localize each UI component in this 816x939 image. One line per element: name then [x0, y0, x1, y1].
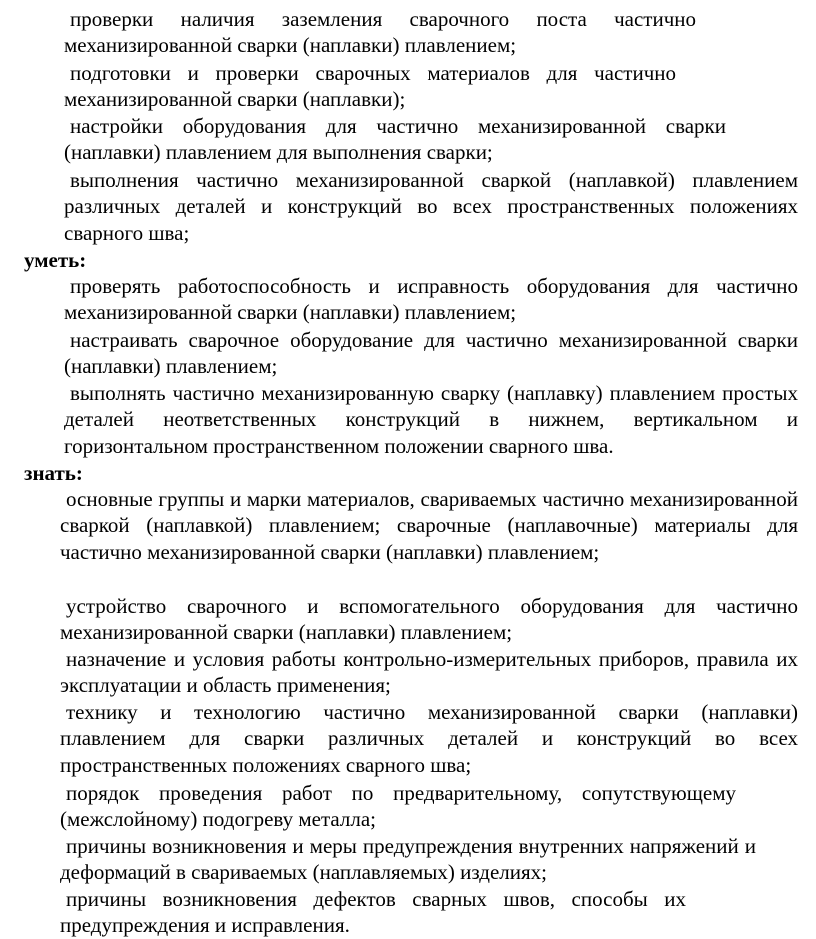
list-item: настройки оборудования для частично механизированной сварки (наплавки) плавлением для выполнения сварки;: [64, 114, 726, 165]
list-item: подготовки и проверки сварочных материалов для частично механизированной сварки (наплавки);: [64, 61, 676, 112]
list-item: назначение и условия работы контрольно-измерительных приборов, правила их эксплуатации и область применения;: [60, 647, 798, 698]
list-item: технику и технологию частично механизированной сварки (наплавки) плавлением для сварки различных деталей и конструкций во всех пространственных положениях сварного шва;: [60, 700, 798, 777]
list-item: причины возникновения дефектов сварных швов, способы их предупреждения и исправления.: [60, 887, 686, 938]
list-item: выполнять частично механизированную сварку (наплавку) плавлением простых деталей неответственных конструкций в нижнем, вертикальном и горизонтальном пространственном положении сварного шва.: [64, 381, 798, 458]
list-item: проверки наличия заземления сварочного поста частично механизированной сварки (наплавки) плавлением;: [64, 7, 696, 58]
list-item: устройство сварочного и вспомогательного оборудования для частично механизированной сварки (наплавки) плавлением;: [60, 594, 798, 645]
section-heading-znat: знать:: [24, 461, 83, 485]
list-item: основные группы и марки материалов, свариваемых частично механизированной сваркой (наплавкой) плавлением; сварочные (наплавочные) материалы для частично механизированной сварки (наплавки) плавлением;: [60, 487, 798, 564]
list-item: порядок проведения работ по предварительному, сопутствующему (межслойному) подогреву металла;: [60, 781, 736, 832]
list-item: настраивать сварочное оборудование для частично механизированной сварки (наплавки) плавлением;: [64, 328, 798, 379]
list-item: проверять работоспособность и исправность оборудования для частично механизированной сварки (наплавки) плавлением;: [64, 274, 798, 325]
list-item: выполнения частично механизированной сваркой (наплавкой) плавлением различных деталей и конструкций во всех пространственных положениях сварного шва;: [64, 168, 798, 245]
list-item: причины возникновения и меры предупреждения внутренних напряжений и деформаций в свариваемых (наплавляемых) изделиях;: [60, 834, 756, 885]
section-heading-umet: уметь:: [24, 248, 87, 272]
